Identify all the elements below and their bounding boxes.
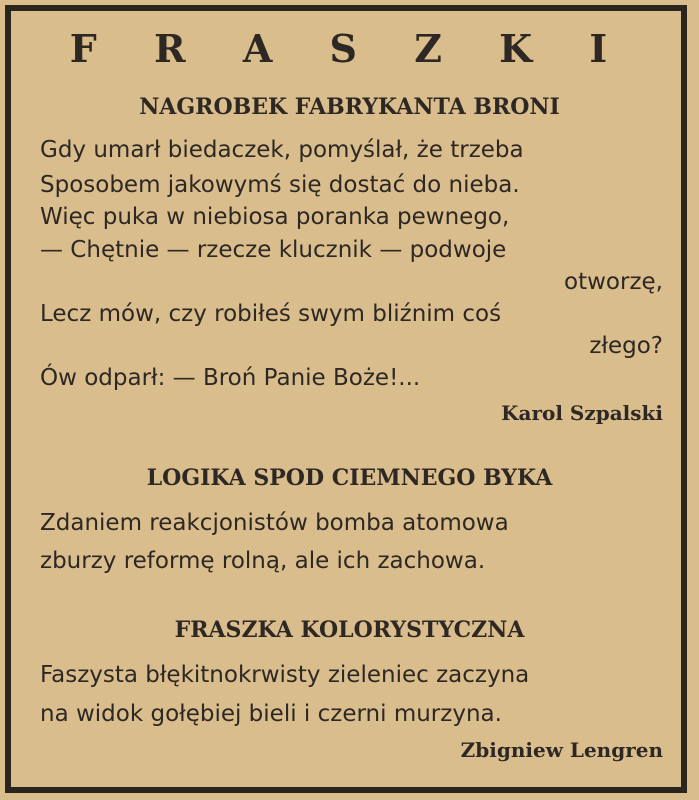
poem-2-line-2: zburzy reformę rolną, ale ich zachowa. (40, 548, 486, 574)
poem-2-heading: LOGIKA SPOD CIEMNEGO BYKA (146, 465, 553, 491)
poem-2-line-1: Zdaniem reakcjonistów bomba atomowa (40, 510, 509, 536)
poem-1-line-4: — Chętnie — rzecze klucznik — podwoje (40, 237, 507, 263)
poem-3-author: Zbigniew Lengren (460, 738, 663, 762)
poem-3-line-2: na widok gołębiej bieli i czerni murzyna. (40, 701, 502, 727)
poem-3-heading: FRASZKA KOLORYSTYCZNA (174, 617, 525, 643)
poem-1-line-2: Sposobem jakowymś się dostać do nieba. (40, 172, 520, 198)
poem-1-heading: NAGROBEK FABRYKANTA BRONI (139, 94, 560, 120)
poem-1-line-7: złego? (589, 333, 663, 359)
poem-1-line-6: Lecz mów, czy robiłeś swym bliźnim coś (40, 301, 502, 327)
poem-3-line-1: Faszysta błękitnokrwisty zieleniec zaczyna (40, 662, 530, 688)
poem-1-line-3: Więc puka w niebiosa poranka pewnego, (40, 204, 510, 230)
poem-1-line-1: Gdy umarł biedaczek, pomyślał, że trzeba (40, 137, 524, 163)
page-title: F R A S Z K I (69, 26, 630, 71)
poem-1-line-8: Ów odparł: — Broń Panie Boże!... (40, 365, 421, 391)
poem-1-line-5: otworzę, (564, 269, 663, 295)
poem-1-author: Karol Szpalski (501, 401, 663, 425)
